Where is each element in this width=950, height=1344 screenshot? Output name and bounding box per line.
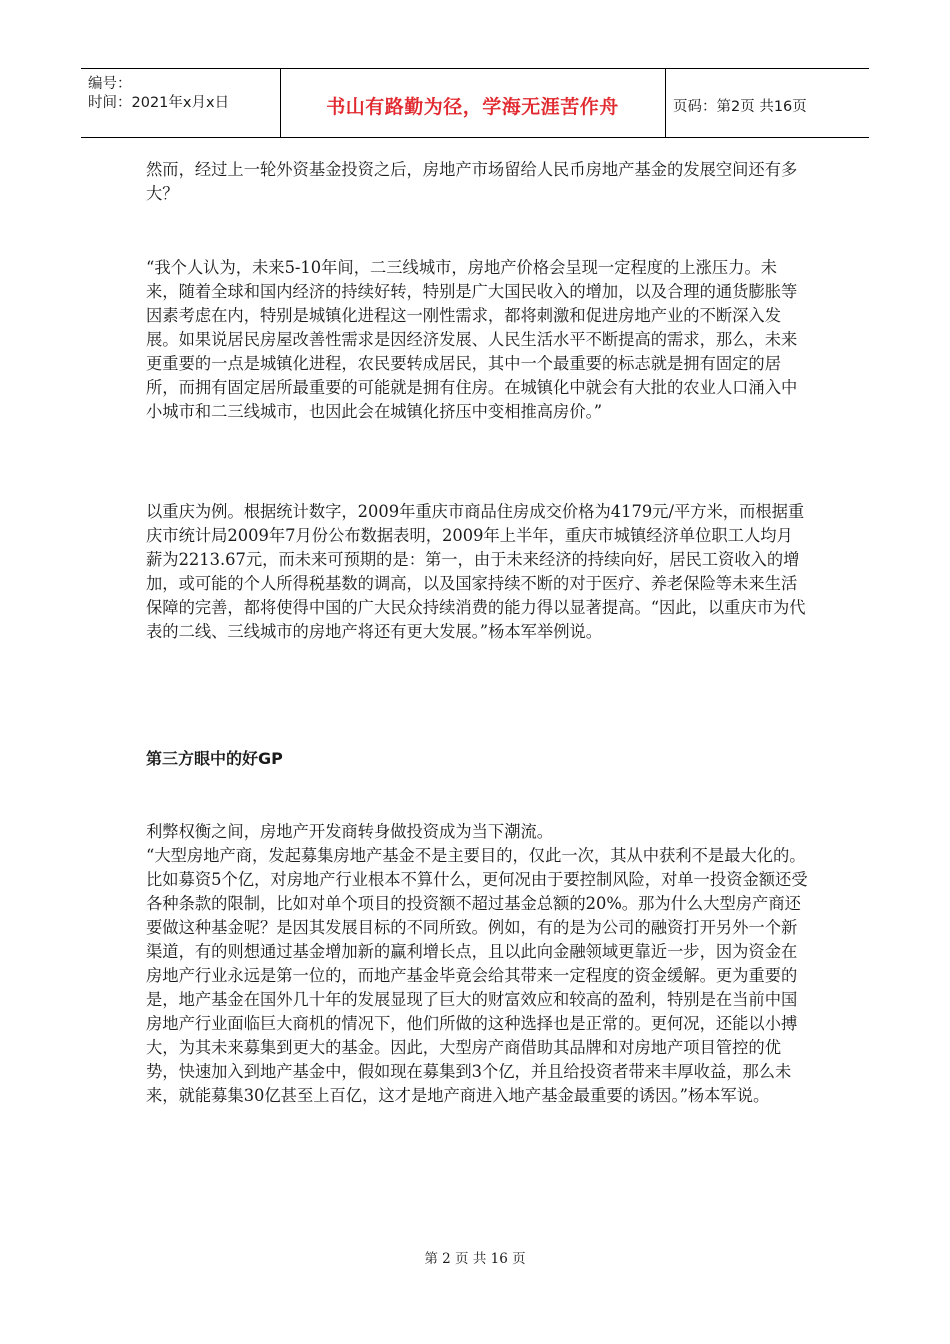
header-motto-cell	[280, 69, 666, 137]
doc-date-label: 时间：2021年x月x日	[88, 95, 230, 111]
paragraph-text: “大型房地产商，发起募集房地产基金不是主要目的，仅此一次，其从中获利不是最大化的。比如募资5个亿，对房地产行业根本不算什么，更何况由于要控制风险，对单一投资金额还受各种条款的限制，比如对单个项目的投资额不超过基金总额的20%。那为什么大型房产商还要做这种基金呢？是因其发展目标的不同所致。例如，有的是为公司的融资打开另外一个新渠道，有的则想通过基金增加新的赢利增长点，且以此向金融领域更靠近一步，因为资金在房地产行业永远是第一位的，而地产基金毕竟会给其带来一定程度的资金缓解。更为重要的是，地产基金在国外几十年的发展显现了巨大的财富效应和较高的盈利，特别是在当前中国房地产行业面临巨大商机的情况下，他们所做的这种选择也是正常的。更何况，还能以小搏大，为其未来募集到更大的基金。因此，大型房产商借助其品牌和对房地产项目管控的优势，快速加入到地产基金中，假如现在募集到3个亿，并且给投资者带来丰厚收益，那么未来，就能募集30亿甚至上百亿，这才是地产商进入地产基金最重要的诱因。”杨本军说。	[146, 846, 808, 1105]
paragraph-text: 利弊权衡之间，房地产开发商转身做投资成为当下潮流。	[146, 822, 554, 841]
paragraph-text: 然而，经过上一轮外资基金投资之后，房地产市场留给人民币房地产基金的发展空间还有多大？	[146, 160, 798, 203]
section-heading: 第三方眼中的好GP	[146, 749, 283, 768]
paragraph-text: “我个人认为，未来5-10年间，二三线城市，房地产价格会呈现一定程度的上涨压力。未来，随着全球和国内经济的持续好转，特别是广大国民收入的增加，以及合理的通货膨胀等因素考虑在内，特别是城镇化进程这一刚性需求，都将刺激和促进房地产业的不断深入发展。如果说居民房屋改善性需求是因经济发展、人民生活水平不断提高的需求，那么，未来更重要的一点是城镇化进程，农民要转成居民，其中一个最重要的标志就是拥有固定的居所，而拥有固定居所最重要的可能就是拥有住房。在城镇化中就会有大批的农业人口涌入中小城市和二三线城市，也因此会在城镇化挤压中变相推高房价。”	[146, 258, 798, 421]
header-info-cell	[81, 69, 281, 137]
page-header	[81, 68, 869, 138]
paragraph-4	[146, 820, 808, 1108]
doc-number-label: 编号：	[88, 76, 132, 92]
paragraph-3	[146, 500, 808, 644]
header-motto: 书山有路勤为径，学海无涯苦作舟	[326, 96, 619, 118]
paragraph-2	[146, 256, 808, 424]
page-footer: 第 2 页 共 16 页	[424, 1251, 526, 1267]
header-page-number: 页码：第2页 共16页	[673, 99, 807, 115]
paragraph-1	[146, 158, 808, 206]
paragraph-text: 以重庆为例。根据统计数字，2009年重庆市商品住房成交价格为4179元/平方米，而根据重庆市统计局2009年7月份公布数据表明，2009年上半年，重庆市城镇经济单位职工人均月薪为2213.67元，而未来可预期的是：第一，由于未来经济的持续向好，居民工资收入的增加，或可能的个人所得税基数的调高，以及国家持续不断的对于医疗、养老保险等未来生活保障的完善，都将使得中国的广大民众持续消费的能力得以显著提高。“因此，以重庆市为代表的二线、三线城市的房地产将还有更大发展。”杨本军举例说。	[146, 502, 806, 641]
header-page-cell	[666, 69, 869, 137]
